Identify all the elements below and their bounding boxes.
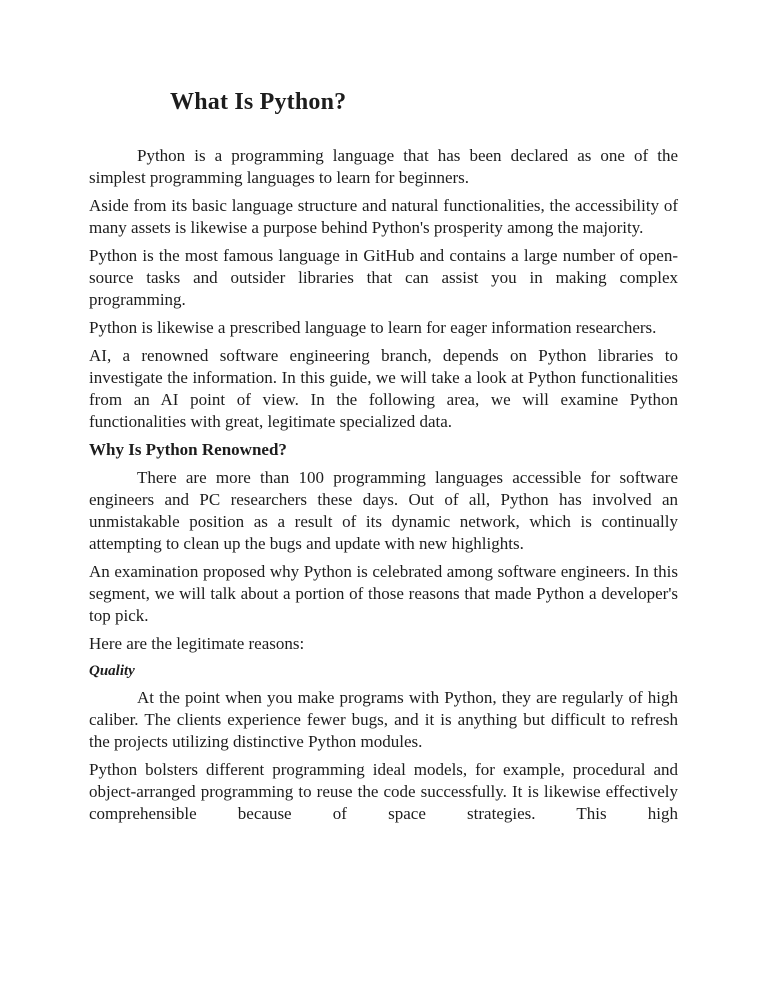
paragraph-intro: Python is a programming language that has been declared as one of the simplest programming languages to learn for beginners. [89,146,678,187]
paragraph-accessibility: Aside from its basic language structure and natural functionalities, the accessibility of many assets is likewise a purpose behind Python's prosperity among the majority. [89,196,678,237]
paragraph-paradigms-cutoff: Python bolsters different programming ideal models, for example, procedural and object-arranged programming to reuse the code successfully. It is likewise effectively comprehensible because of space strategies. This high [89,760,678,823]
paragraph-high-caliber: At the point when you make programs with Python, they are regularly of high caliber. The clients experience fewer bugs, and it is anything but difficult to refresh the projects utilizing distinctive Python modules. [89,688,678,751]
paragraph-100-languages: There are more than 100 programming languages accessible for software engineers and PC researchers these days. Out of all, Python has involved an unmistakable position as a result of its dynamic network, which is continually attempting to clean up the bugs and update with new highlights. [89,468,678,553]
paragraph-legitimate-reasons: Here are the legitimate reasons: [89,634,305,653]
paragraph-github: Python is the most famous language in GitHub and contains a large number of open-source tasks and outsider libraries that can assist you in making complex programming. [89,246,678,309]
subsection-heading-quality: Quality [89,663,135,679]
paragraph-prescribed-language: Python is likewise a prescribed language to learn for eager information researchers. [89,318,657,337]
paragraph-ai-libraries: AI, a renowned software engineering branch, depends on Python libraries to investigate the information. In this guide, we will take a look at Python functionalities from an AI point of view. In the following area, we will examine Python functionalities with great, legitimate specialized data. [89,346,678,431]
page-title: What Is Python? [170,89,347,115]
section-heading-why-renowned: Why Is Python Renowned? [89,440,287,459]
paragraph-examination: An examination proposed why Python is celebrated among software engineers. In this segment, we will talk about a portion of those reasons that made Python a developer's top pick. [89,562,678,625]
